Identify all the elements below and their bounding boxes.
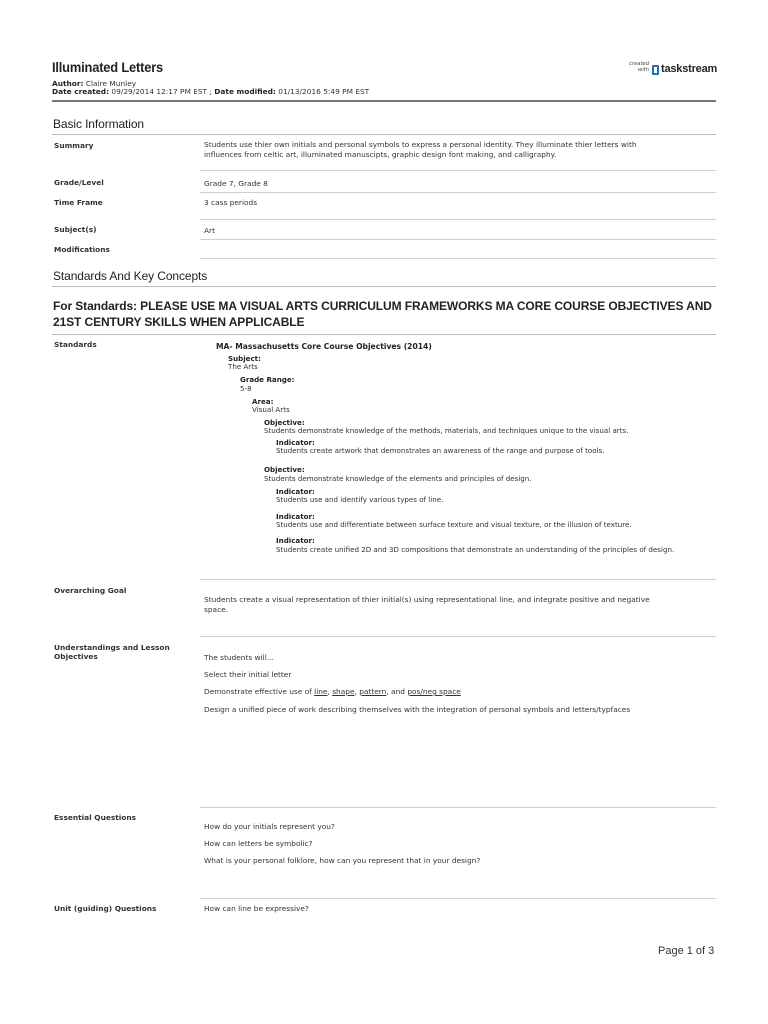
- understandings-label-line: Understandings and Lesson: [54, 643, 170, 652]
- indicator-value: Students create unified 2D and 3D compositions that demonstrate an understanding of the principles of design.: [276, 545, 675, 554]
- understanding-text: ,: [327, 687, 333, 696]
- understanding-item: Design a unified piece of work describing themselves with the integration of personal symbols and letters/typfaces: [204, 705, 631, 714]
- area-value: Visual Arts: [252, 405, 290, 414]
- logo-wordmark: taskstream: [661, 63, 718, 75]
- summary-value: [204, 140, 637, 160]
- understandings-label: [54, 643, 170, 661]
- indicator-value: Students create artwork that demonstrates an awareness of the range and purpose of tools.: [276, 446, 605, 455]
- date-modified-value: 01/13/2016 5:49 PM EST: [278, 87, 370, 96]
- row-divider: [200, 579, 716, 580]
- understandings-label-line: Objectives: [54, 652, 98, 661]
- page-number: Page 1 of 3: [658, 945, 715, 957]
- subjects-label: Subject(s): [54, 225, 97, 234]
- row-divider: [200, 636, 716, 637]
- goal-line: space.: [204, 605, 229, 614]
- grade-range-value: 5-8: [240, 384, 252, 393]
- section-divider: [52, 334, 716, 335]
- section-divider: [52, 286, 716, 287]
- grade-range-label: Grade Range:: [240, 375, 295, 384]
- section-divider: [52, 134, 716, 135]
- header-divider: [52, 100, 716, 102]
- essential-questions-label: Essential Questions: [54, 813, 137, 822]
- essential-question: How can letters be symbolic?: [204, 839, 313, 848]
- line-link[interactable]: line: [314, 687, 328, 696]
- unit-questions-label: Unit (guiding) Questions: [54, 904, 157, 913]
- understanding-text: ,: [354, 687, 360, 696]
- standard-set-title: MA- Massachusetts Core Course Objectives (2014): [216, 342, 432, 351]
- objective-value: Students demonstrate knowledge of the methods, materials, and techniques unique to the visual arts.: [264, 426, 629, 435]
- indicator-value: Students use and differentiate between surface texture and visual texture, or the illusion of texture.: [276, 520, 632, 529]
- date-created-value: 09/29/2014 12:17 PM EST: [111, 87, 208, 96]
- area-label: Area:: [252, 397, 274, 406]
- row-divider: [200, 807, 716, 808]
- time-frame-value: 3 cass periods: [204, 198, 258, 207]
- row-divider: [200, 258, 716, 259]
- summary-line: Students use thier own initials and personal symbols to express a personal identity. They illuminate thier letters with: [204, 140, 637, 149]
- row-divider: [200, 170, 716, 171]
- objective-value: Students demonstrate knowledge of the elements and principles of design.: [264, 474, 532, 483]
- summary-label: Summary: [54, 141, 94, 150]
- logo-with-text: with: [637, 67, 649, 73]
- unit-question: How can line be expressive?: [204, 904, 309, 913]
- indicator-label: Indicator:: [276, 536, 315, 545]
- overarching-goal-value: [204, 595, 650, 615]
- pos-neg-space-link[interactable]: pos/neg space: [407, 687, 461, 696]
- standards-label: Standards: [54, 340, 97, 349]
- indicator-value: Students use and identify various types of line.: [276, 495, 444, 504]
- objective-label: Objective:: [264, 418, 305, 427]
- standards-heading: Standards And Key Concepts: [53, 269, 208, 283]
- essential-question: How do your initials represent you?: [204, 822, 335, 831]
- document-title: Illuminated Letters: [52, 59, 164, 75]
- understanding-item: Select their initial letter: [204, 670, 292, 679]
- time-frame-label: Time Frame: [54, 198, 103, 207]
- date-created-label: Date created:: [52, 87, 110, 96]
- date-modified-label: Date modified:: [214, 87, 276, 96]
- overarching-goal-label: Overarching Goal: [54, 586, 127, 595]
- author-name: Claire Munley: [85, 79, 137, 88]
- grade-level-value: Grade 7, Grade 8: [204, 179, 268, 188]
- goal-line: Students create a visual representation of thier initial(s) using representational line, and integrate positive and negative: [204, 595, 650, 604]
- dates-line: [52, 87, 369, 96]
- understanding-text: , and: [386, 687, 408, 696]
- indicator-label: Indicator:: [276, 438, 315, 447]
- subject-value: The Arts: [228, 362, 258, 371]
- taskstream-logo[interactable]: [622, 61, 722, 81]
- author-label: Author:: [52, 79, 84, 88]
- shape-link[interactable]: shape: [332, 687, 355, 696]
- indicator-label: Indicator:: [276, 487, 315, 496]
- subjects-value: Art: [204, 226, 215, 235]
- pattern-link[interactable]: pattern: [359, 687, 387, 696]
- grade-level-label: Grade/Level: [54, 178, 104, 187]
- date-separator: ;: [209, 87, 212, 96]
- understanding-item: [204, 687, 461, 697]
- subject-label: Subject:: [228, 354, 261, 363]
- indicator-label: Indicator:: [276, 512, 315, 521]
- modifications-label: Modifications: [54, 245, 110, 254]
- logo-created-text: created: [629, 61, 649, 67]
- understanding-item: The students will...: [204, 653, 274, 662]
- understanding-text: Demonstrate effective use of: [204, 687, 315, 696]
- logo-created-with: [622, 61, 649, 73]
- row-divider: [200, 239, 716, 240]
- standards-note: For Standards: PLEASE USE MA VISUAL ARTS CURRICULUM FRAMEWORKS MA CORE COURSE OBJECTIVES AND 21ST CENTURY SKILLS WHEN APPLICABLE: [53, 299, 712, 329]
- basic-information-heading: Basic Information: [53, 117, 145, 131]
- row-divider: [200, 898, 716, 899]
- essential-question: What is your personal folklore, how can you represent that in your design?: [204, 856, 481, 865]
- row-divider: [200, 192, 716, 193]
- taskstream-logo-icon: [652, 65, 659, 75]
- summary-line: influences from celtic art, illuminated manuscipts, graphic design font making, and calligraphy.: [204, 150, 557, 159]
- row-divider: [200, 219, 716, 220]
- objective-label: Objective:: [264, 465, 305, 474]
